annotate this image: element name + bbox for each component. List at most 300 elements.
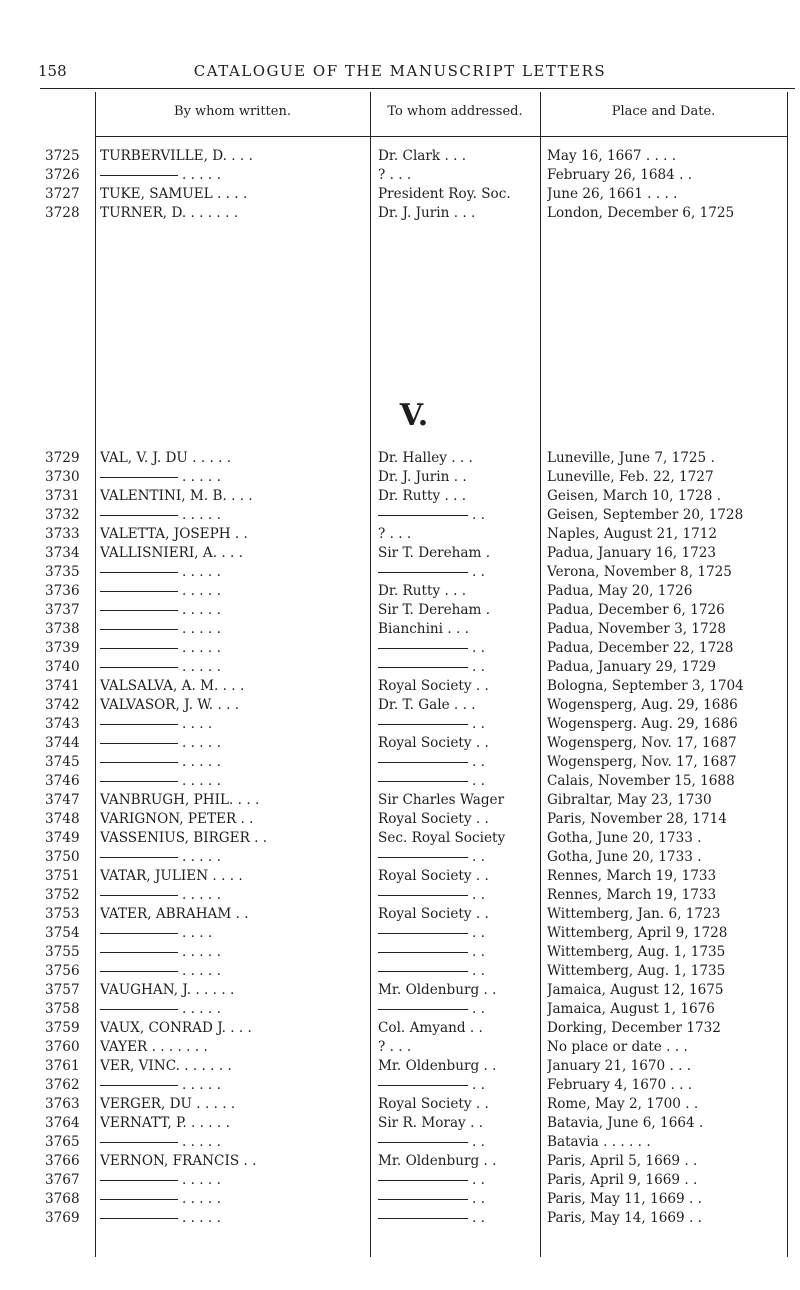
entry-addressee-text: Sir T. Dereham .: [378, 545, 491, 561]
entry-place-date-text: Paris, May 11, 1669 . .: [547, 1191, 702, 1207]
table-row: [40, 450, 788, 470]
entry-addressee: [378, 640, 540, 656]
entry-addressee-text: Dr. T. Gale . . .: [378, 697, 476, 713]
entry-place-date-text: Wogensperg, Nov. 17, 1687: [547, 754, 737, 770]
entry-writer: [100, 583, 370, 599]
table-row: [40, 1191, 788, 1211]
entry-place-date-text: Padua, December 6, 1726: [547, 602, 725, 618]
table-row: [40, 868, 788, 888]
entry-writer-text: VALVASOR, J. W. . . .: [100, 697, 240, 713]
entry-addressee: [378, 450, 540, 466]
table-row: [40, 469, 788, 489]
entry-number-text: 3751: [45, 868, 80, 884]
entry-place-date-text: Batavia . . . . . .: [547, 1134, 651, 1150]
table-row: [40, 602, 788, 622]
entry-place-date-text: Rennes, March 19, 1733: [547, 887, 717, 903]
entry-number: [45, 1153, 87, 1169]
entry-number: [45, 830, 87, 846]
entry-place-date-text: Padua, May 20, 1726: [547, 583, 693, 599]
entry-place-date-text: January 21, 1670 . . .: [547, 1058, 692, 1074]
ditto-dash: [100, 743, 178, 744]
table-row: [40, 640, 788, 660]
page-number: 158: [38, 62, 67, 80]
entry-writer-text: TUKE, SAMUEL . . . .: [100, 186, 248, 202]
entry-addressee: [378, 716, 540, 732]
entry-number: [45, 507, 87, 523]
entry-number: [45, 754, 87, 770]
entry-place-date: [547, 186, 788, 202]
entry-addressee: [378, 1115, 540, 1131]
entry-writer: [100, 754, 370, 770]
entry-addressee-text: . .: [472, 564, 485, 580]
table-row: [40, 1172, 788, 1192]
entry-addressee: [378, 1077, 540, 1093]
table-row: [40, 1134, 788, 1154]
entry-addressee: [378, 1058, 540, 1074]
ditto-dash: [378, 667, 468, 668]
entry-writer-text: . . . . .: [182, 621, 221, 637]
entry-writer-text: . . . . .: [182, 1134, 221, 1150]
entry-writer: [100, 697, 370, 713]
entry-number-text: 3766: [45, 1153, 80, 1169]
entry-place-date: [547, 811, 788, 827]
entry-addressee-text: Royal Society . .: [378, 678, 489, 694]
entry-place-date-text: Gotha, June 20, 1733 .: [547, 849, 702, 865]
entry-number-text: 3726: [45, 167, 80, 183]
entry-addressee: [378, 1001, 540, 1017]
entry-place-date: [547, 678, 788, 694]
ditto-dash: [378, 648, 468, 649]
entry-addressee: [378, 963, 540, 979]
entry-number: [45, 621, 87, 637]
entry-addressee-text: . .: [472, 925, 485, 941]
entry-number-text: 3736: [45, 583, 80, 599]
entry-number: [45, 659, 87, 675]
entry-place-date: [547, 1077, 788, 1093]
entry-addressee: [378, 735, 540, 751]
entry-addressee: [378, 697, 540, 713]
entry-writer: [100, 564, 370, 580]
entry-addressee-text: Dr. Rutty . . .: [378, 583, 467, 599]
entry-addressee: [378, 1210, 540, 1226]
entry-number: [45, 773, 87, 789]
entry-writer: [100, 735, 370, 751]
entry-writer: [100, 469, 370, 485]
entry-number: [45, 526, 87, 542]
entry-writer-text: . . . . .: [182, 507, 221, 523]
entry-number-text: 3754: [45, 925, 80, 941]
entry-addressee: [378, 1191, 540, 1207]
entry-addressee-text: Sec. Royal Society: [378, 830, 506, 846]
entry-number-text: 3765: [45, 1134, 80, 1150]
entry-writer: [100, 811, 370, 827]
entry-addressee-text: . .: [472, 1172, 485, 1188]
table-row: [40, 697, 788, 717]
entry-writer: [100, 1153, 370, 1169]
entry-addressee-text: . .: [472, 659, 485, 675]
entry-number-text: 3730: [45, 469, 80, 485]
entry-number-text: 3737: [45, 602, 80, 618]
entry-place-date-text: Calais, November 15, 1688: [547, 773, 735, 789]
entry-writer: [100, 716, 370, 732]
ditto-dash: [100, 610, 178, 611]
ditto-dash: [100, 1142, 178, 1143]
ditto-dash: [378, 781, 468, 782]
entry-place-date: [547, 887, 788, 903]
table-row: [40, 564, 788, 584]
entry-number-text: 3749: [45, 830, 80, 846]
table-row: [40, 792, 788, 812]
ditto-dash: [378, 1085, 468, 1086]
ditto-dash: [378, 971, 468, 972]
entry-place-date-text: Wittemberg, Jan. 6, 1723: [547, 906, 721, 922]
entry-writer: [100, 678, 370, 694]
entry-addressee-text: ? . . .: [378, 526, 412, 542]
entry-number: [45, 735, 87, 751]
entry-addressee-text: . .: [472, 1134, 485, 1150]
table-row: [40, 186, 788, 206]
table-row: [40, 659, 788, 679]
entry-addressee: [378, 925, 540, 941]
entry-place-date: [547, 1134, 788, 1150]
entry-place-date: [547, 906, 788, 922]
entry-addressee: [378, 773, 540, 789]
entry-number: [45, 602, 87, 618]
ditto-dash: [378, 1009, 468, 1010]
entry-writer-text: . . . . .: [182, 1210, 221, 1226]
entry-number-text: 3757: [45, 982, 80, 998]
table-row: [40, 583, 788, 603]
entry-writer-text: VALENTINI, M. B. . . .: [100, 488, 253, 504]
entry-place-date: [547, 1001, 788, 1017]
entry-number: [45, 906, 87, 922]
entry-number: [45, 944, 87, 960]
entry-number: [45, 868, 87, 884]
entry-place-date-text: No place or date . . .: [547, 1039, 688, 1055]
ditto-dash: [100, 762, 178, 763]
entry-writer: [100, 186, 370, 202]
entry-number: [45, 963, 87, 979]
entry-writer: [100, 526, 370, 542]
entry-place-date: [547, 1210, 788, 1226]
entry-number: [45, 887, 87, 903]
entry-addressee-text: Col. Amyand . .: [378, 1020, 483, 1036]
entry-writer: [100, 1172, 370, 1188]
entry-place-date: [547, 167, 788, 183]
entry-addressee: [378, 469, 540, 485]
entry-place-date-text: Wogensperg, Nov. 17, 1687: [547, 735, 737, 751]
entry-writer-text: . . . . .: [182, 735, 221, 751]
ditto-dash: [378, 1199, 468, 1200]
entry-number-text: 3731: [45, 488, 80, 504]
table-row: [40, 925, 788, 945]
entry-place-date: [547, 545, 788, 561]
entry-writer-text: . . . . .: [182, 773, 221, 789]
entry-number-text: 3727: [45, 186, 80, 202]
ditto-dash: [100, 895, 178, 896]
entry-addressee: [378, 792, 540, 808]
entry-writer: [100, 1096, 370, 1112]
entry-number: [45, 792, 87, 808]
entry-place-date-text: Padua, January 29, 1729: [547, 659, 717, 675]
entry-number: [45, 1077, 87, 1093]
ditto-dash: [100, 515, 178, 516]
entry-number: [45, 811, 87, 827]
entry-addressee-text: Royal Society . .: [378, 868, 489, 884]
entry-place-date-text: Gibraltar, May 23, 1730: [547, 792, 712, 808]
entry-addressee: [378, 1153, 540, 1169]
ditto-dash: [100, 477, 178, 478]
entry-addressee: [378, 906, 540, 922]
entry-number: [45, 1210, 87, 1226]
entry-writer: [100, 982, 370, 998]
entry-place-date-text: Verona, November 8, 1725: [547, 564, 732, 580]
entry-writer-text: VERNATT, P. . . . . .: [100, 1115, 230, 1131]
entry-place-date: [547, 697, 788, 713]
entry-number-text: 3747: [45, 792, 80, 808]
entry-writer: [100, 868, 370, 884]
entry-writer: [100, 1058, 370, 1074]
entry-number-text: 3763: [45, 1096, 80, 1112]
entry-place-date: [547, 1039, 788, 1055]
entry-writer-text: VERNON, FRANCIS . .: [100, 1153, 257, 1169]
entry-writer: [100, 1134, 370, 1150]
ditto-dash: [378, 895, 468, 896]
entry-addressee-text: . .: [472, 944, 485, 960]
entry-number: [45, 1058, 87, 1074]
entry-place-date-text: June 26, 1661 . . . .: [547, 186, 678, 202]
entry-place-date-text: Dorking, December 1732: [547, 1020, 721, 1036]
ditto-dash: [100, 667, 178, 668]
entry-number-text: 3733: [45, 526, 80, 542]
entry-writer-text: . . . . .: [182, 1077, 221, 1093]
entry-addressee-text: Sir R. Moray . .: [378, 1115, 484, 1131]
entry-number: [45, 1096, 87, 1112]
table-row: [40, 1096, 788, 1116]
entry-addressee-text: . .: [472, 754, 485, 770]
entry-place-date-text: Geisen, March 10, 1728 .: [547, 488, 722, 504]
entry-addressee: [378, 205, 540, 221]
ditto-dash: [100, 781, 178, 782]
entry-place-date: [547, 659, 788, 675]
entry-writer-text: . . . . .: [182, 944, 221, 960]
table-row: [40, 1001, 788, 1021]
entry-number: [45, 849, 87, 865]
entry-place-date-text: Wogensperg, Aug. 29, 1686: [547, 697, 738, 713]
entry-writer-text: . . . .: [182, 716, 213, 732]
ditto-dash: [100, 648, 178, 649]
entry-writer-text: VAUGHAN, J. . . . . .: [100, 982, 235, 998]
entry-addressee-text: . .: [472, 963, 485, 979]
entry-number: [45, 469, 87, 485]
entry-number: [45, 148, 87, 164]
entry-number: [45, 1020, 87, 1036]
entry-writer-text: VAL, V. J. DU . . . . .: [100, 450, 232, 466]
entry-place-date: [547, 1153, 788, 1169]
entry-addressee-text: . .: [472, 716, 485, 732]
entry-writer-text: VATER, ABRAHAM . .: [100, 906, 249, 922]
entry-writer-text: TURBERVILLE, D. . . .: [100, 148, 253, 164]
column-header-to-whom: To whom addressed.: [387, 104, 523, 119]
entry-number-text: 3745: [45, 754, 80, 770]
ditto-dash: [378, 1142, 468, 1143]
table-row: [40, 621, 788, 641]
entry-place-date-text: Rennes, March 19, 1733: [547, 868, 717, 884]
entry-number: [45, 678, 87, 694]
ditto-dash: [378, 572, 468, 573]
entry-addressee: [378, 1039, 540, 1055]
table-row: [40, 526, 788, 546]
entry-writer-text: . . . . .: [182, 659, 221, 675]
entry-number-text: 3759: [45, 1020, 80, 1036]
entry-place-date-text: Bologna, September 3, 1704: [547, 678, 744, 694]
entry-number: [45, 205, 87, 221]
entry-addressee-text: Mr. Oldenburg . .: [378, 1153, 497, 1169]
entry-addressee: [378, 526, 540, 542]
ditto-dash: [100, 175, 178, 176]
entry-place-date-text: May 16, 1667 . . . .: [547, 148, 677, 164]
entry-addressee: [378, 1020, 540, 1036]
entry-writer-text: . . . . .: [182, 754, 221, 770]
ditto-dash: [378, 952, 468, 953]
ditto-dash: [100, 572, 178, 573]
entry-place-date-text: Rome, May 2, 1700 . .: [547, 1096, 699, 1112]
running-title: CATALOGUE OF THE MANUSCRIPT LETTERS: [193, 62, 607, 80]
entry-addressee: [378, 564, 540, 580]
entry-place-date: [547, 1172, 788, 1188]
ditto-dash: [378, 1218, 468, 1219]
entry-writer: [100, 450, 370, 466]
ditto-dash: [100, 724, 178, 725]
entry-addressee-text: . .: [472, 640, 485, 656]
entry-addressee: [378, 1096, 540, 1112]
page-header: [0, 60, 800, 82]
entry-place-date: [547, 469, 788, 485]
entry-number: [45, 1172, 87, 1188]
ditto-dash: [100, 952, 178, 953]
entry-number-text: 3742: [45, 697, 80, 713]
entry-place-date: [547, 868, 788, 884]
entry-place-date: [547, 982, 788, 998]
entry-number: [45, 982, 87, 998]
entry-writer-text: . . . .: [182, 925, 213, 941]
entry-addressee-text: Sir Charles Wager: [378, 792, 505, 808]
entry-addressee: [378, 602, 540, 618]
entry-addressee: [378, 507, 540, 523]
entry-number-text: 3725: [45, 148, 80, 164]
entry-number: [45, 488, 87, 504]
entry-number-text: 3734: [45, 545, 80, 561]
entry-addressee: [378, 148, 540, 164]
entry-place-date: [547, 830, 788, 846]
entry-place-date-text: Wittemberg, Aug. 1, 1735: [547, 963, 726, 979]
entry-place-date-text: Luneville, Feb. 22, 1727: [547, 469, 714, 485]
entry-writer: [100, 659, 370, 675]
entry-writer-text: VAYER . . . . . . .: [100, 1039, 208, 1055]
entry-addressee-text: Mr. Oldenburg . .: [378, 1058, 497, 1074]
entry-addressee-text: Royal Society . .: [378, 735, 489, 751]
entry-writer-text: VER, VINC. . . . . . .: [100, 1058, 232, 1074]
entry-place-date: [547, 640, 788, 656]
table-row: [40, 148, 788, 168]
ditto-dash: [100, 1085, 178, 1086]
ditto-dash: [100, 1199, 178, 1200]
entry-place-date: [547, 792, 788, 808]
entry-writer: [100, 1039, 370, 1055]
table-row: [40, 1115, 788, 1135]
entry-number-text: 3764: [45, 1115, 80, 1131]
entry-place-date: [547, 773, 788, 789]
entry-number: [45, 1115, 87, 1131]
entry-place-date: [547, 963, 788, 979]
entry-addressee: [378, 659, 540, 675]
column-header-by-whom: By whom written.: [174, 104, 291, 119]
entry-number: [45, 450, 87, 466]
table-row: [40, 735, 788, 755]
ditto-dash: [100, 629, 178, 630]
entry-writer-text: . . . . .: [182, 602, 221, 618]
entry-writer: [100, 602, 370, 618]
entry-number-text: 3753: [45, 906, 80, 922]
entry-place-date-text: Padua, January 16, 1723: [547, 545, 717, 561]
entry-number-text: 3729: [45, 450, 80, 466]
entry-place-date: [547, 1191, 788, 1207]
entry-addressee: [378, 678, 540, 694]
entry-addressee-text: Bianchini . . .: [378, 621, 469, 637]
entry-place-date-text: Geisen, September 20, 1728: [547, 507, 744, 523]
entry-addressee-text: . .: [472, 849, 485, 865]
entry-place-date: [547, 526, 788, 542]
entry-writer: [100, 167, 370, 183]
entry-number: [45, 186, 87, 202]
entry-place-date: [547, 148, 788, 164]
ditto-dash: [378, 933, 468, 934]
entry-number-text: 3728: [45, 205, 80, 221]
entry-writer-text: VANBRUGH, PHIL. . . .: [100, 792, 260, 808]
entry-addressee-text: Mr. Oldenburg . .: [378, 982, 497, 998]
entry-place-date: [547, 621, 788, 637]
entry-place-date-text: Jamaica, August 1, 1676: [547, 1001, 715, 1017]
catalogue-table: [40, 92, 788, 1257]
entry-number-text: 3735: [45, 564, 80, 580]
entry-addressee-text: . .: [472, 1191, 485, 1207]
entry-number: [45, 545, 87, 561]
entry-writer-text: . . . . .: [182, 564, 221, 580]
entry-addressee-text: . .: [472, 887, 485, 903]
entry-writer-text: . . . . .: [182, 849, 221, 865]
table-row: [40, 906, 788, 926]
entry-addressee-text: Royal Society . .: [378, 906, 489, 922]
entry-writer: [100, 925, 370, 941]
entry-place-date: [547, 1115, 788, 1131]
entry-number: [45, 1039, 87, 1055]
entry-writer: [100, 1191, 370, 1207]
entry-addressee-text: Dr. Rutty . . .: [378, 488, 467, 504]
entry-number-text: 3739: [45, 640, 80, 656]
entry-number-text: 3741: [45, 678, 80, 694]
entry-number-text: 3758: [45, 1001, 80, 1017]
entry-writer-text: VERGER, DU . . . . .: [100, 1096, 236, 1112]
entry-place-date-text: Padua, December 22, 1728: [547, 640, 734, 656]
entry-place-date-text: Gotha, June 20, 1733 .: [547, 830, 702, 846]
entry-place-date-text: Luneville, June 7, 1725 .: [547, 450, 715, 466]
entry-addressee-text: Royal Society . .: [378, 1096, 489, 1112]
entry-number-text: 3768: [45, 1191, 80, 1207]
entry-place-date-text: London, December 6, 1725: [547, 205, 735, 221]
entry-addressee: [378, 167, 540, 183]
entry-place-date: [547, 849, 788, 865]
table-row: [40, 678, 788, 698]
